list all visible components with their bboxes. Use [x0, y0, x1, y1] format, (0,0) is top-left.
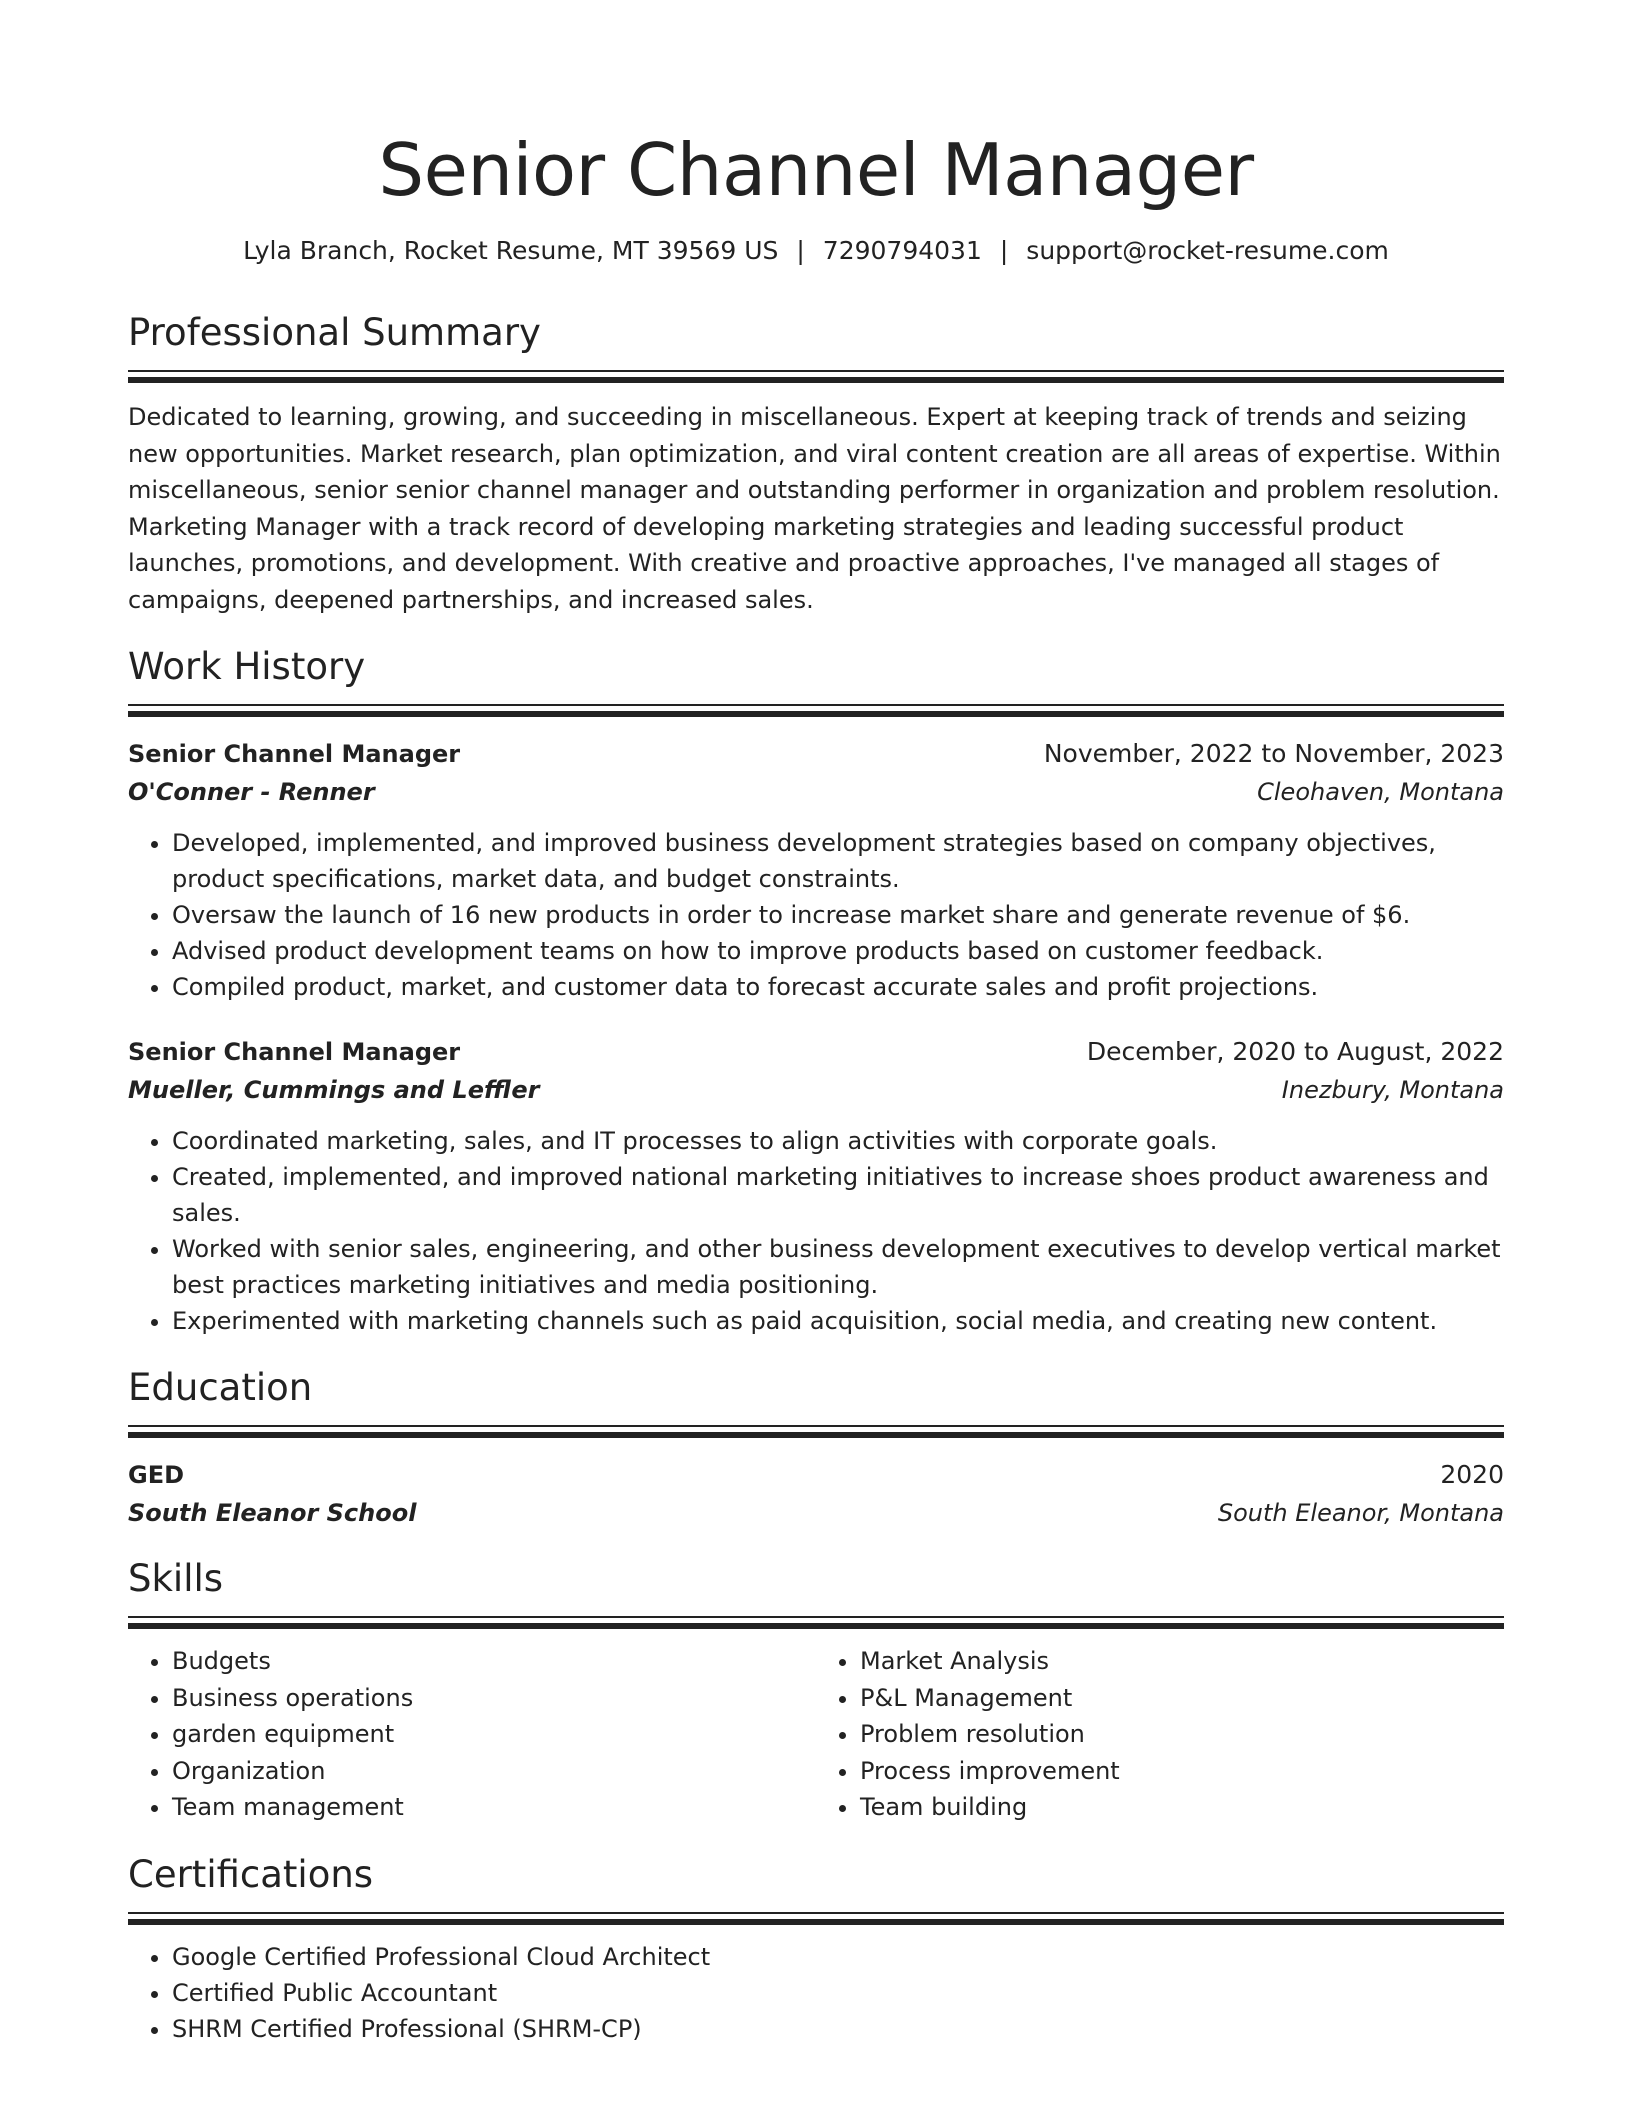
- skills-column-left: [128, 1643, 816, 1826]
- skills-column-right: [816, 1643, 1504, 1826]
- job-location: Inezbury, Montana: [1281, 1076, 1504, 1104]
- section-divider: [128, 377, 1504, 383]
- job-location: Cleohaven, Montana: [1257, 778, 1504, 806]
- section-heading-work: Work History: [128, 645, 366, 688]
- job-bullet: • Oversaw the launch of 16 new products in order to increase market share and generate revenue of $6.: [172, 897, 1504, 933]
- job-entry: [128, 1033, 1504, 1339]
- contact-email: support@rocket-resume.com: [1026, 236, 1389, 265]
- contact-line: [128, 234, 1504, 268]
- job-company: Mueller, Cummings and Leffler: [128, 1076, 540, 1104]
- skill-item: • Organization: [172, 1753, 816, 1790]
- skill-item: • Business operations: [172, 1680, 816, 1717]
- section-heading-certifications: Certifications: [128, 1852, 374, 1896]
- job-bullet: • Compiled product, market, and customer data to forecast accurate sales and profit projections.: [172, 969, 1504, 1005]
- contact-phone: 7290794031: [822, 236, 982, 265]
- job-bullet: • Developed, implemented, and improved business development strategies based on company objectives, product specifications, market data, and budget constraints.: [172, 825, 1504, 897]
- section-heading-skills: Skills: [128, 1557, 224, 1600]
- job-bullets: [128, 1123, 1504, 1339]
- job-entry: [128, 735, 1504, 1005]
- job-title: Senior Channel Manager: [128, 1038, 461, 1066]
- skill-item: • Budgets: [172, 1643, 816, 1680]
- section-divider: [128, 1425, 1504, 1427]
- job-dates: November, 2022 to November, 2023: [1043, 739, 1504, 768]
- job-title: Senior Channel Manager: [128, 740, 461, 768]
- education-subheader: [128, 1494, 1504, 1532]
- section-divider: [128, 1616, 1504, 1618]
- skills-section: [128, 1554, 1504, 1826]
- section-divider: [128, 1912, 1504, 1914]
- job-bullet: • Created, implemented, and improved national marketing initiatives to increase shoes product awareness and sales.: [172, 1159, 1504, 1231]
- job-header: [128, 735, 1504, 773]
- certification-item: • Google Certified Professional Cloud Architect: [172, 1939, 1504, 1975]
- skill-item: • Problem resolution: [860, 1716, 1504, 1753]
- job-subheader: [128, 1071, 1504, 1109]
- job-header: [128, 1033, 1504, 1071]
- certifications-section: [128, 1850, 1504, 2047]
- education-entry: [128, 1456, 1504, 1532]
- skill-item: • Process improvement: [860, 1753, 1504, 1790]
- job-subheader: [128, 773, 1504, 811]
- section-heading-summary: Professional Summary: [128, 311, 541, 354]
- job-bullet: • Advised product development teams on how to improve products based on customer feedback.: [172, 933, 1504, 969]
- job-bullets: [128, 825, 1504, 1005]
- summary-text: Dedicated to learning, growing, and succeeding in miscellaneous. Expert at keeping track of trends and seizing new opportunities. Market research, plan optimization, and viral content creation are all areas of expertise. Within miscellaneous, senior senior channel manager and outstanding performer in organization and problem resolution. Marketing Manager with a track record of developing marketing strategies and leading successful product launches, promotions, and development. With creative and proactive approaches, I've managed all stages of campaigns, deepened partnerships, and increased sales.: [128, 403, 1501, 614]
- education-section: [128, 1363, 1504, 1532]
- certification-item: • SHRM Certified Professional (SHRM-CP): [172, 2011, 1504, 2047]
- section-divider: [128, 711, 1504, 717]
- certification-item: • Certified Public Accountant: [172, 1975, 1504, 2011]
- work-history-section: [128, 642, 1504, 1339]
- section-divider: [128, 1623, 1504, 1629]
- job-bullet: • Coordinated marketing, sales, and IT processes to align activities with corporate goals.: [172, 1123, 1504, 1159]
- resume-title: Senior Channel Manager: [378, 128, 1254, 212]
- education-school: South Eleanor School: [128, 1499, 417, 1527]
- job-dates: December, 2020 to August, 2022: [1086, 1037, 1504, 1066]
- skill-item: • Team management: [172, 1789, 816, 1826]
- job-bullet: • Experimented with marketing channels such as paid acquisition, social media, and creating new content.: [172, 1303, 1504, 1339]
- education-year: 2020: [1440, 1460, 1504, 1489]
- contact-separator: |: [796, 236, 805, 265]
- education-degree: GED: [128, 1461, 185, 1489]
- section-divider: [128, 370, 1504, 372]
- contact-separator: |: [999, 236, 1009, 265]
- summary-section: [128, 308, 1504, 618]
- skill-item: • garden equipment: [172, 1716, 816, 1753]
- section-heading-education: Education: [128, 1366, 313, 1409]
- skill-item: • P&L Management: [860, 1680, 1504, 1717]
- section-divider: [128, 1432, 1504, 1438]
- section-divider: [128, 704, 1504, 706]
- contact-address: Lyla Branch, Rocket Resume, MT 39569 US: [243, 236, 779, 265]
- education-header: [128, 1456, 1504, 1494]
- skills-grid: [128, 1643, 1504, 1826]
- section-divider: [128, 1919, 1504, 1925]
- skill-item: • Market Analysis: [860, 1643, 1504, 1680]
- job-company: O'Conner - Renner: [128, 778, 375, 806]
- skill-item: • Team building: [860, 1789, 1504, 1826]
- certifications-list: [128, 1939, 1504, 2047]
- job-bullet: • Worked with senior sales, engineering, and other business development executives to develop vertical market best practices marketing initiatives and media positioning.: [172, 1231, 1504, 1303]
- education-location: South Eleanor, Montana: [1217, 1499, 1504, 1527]
